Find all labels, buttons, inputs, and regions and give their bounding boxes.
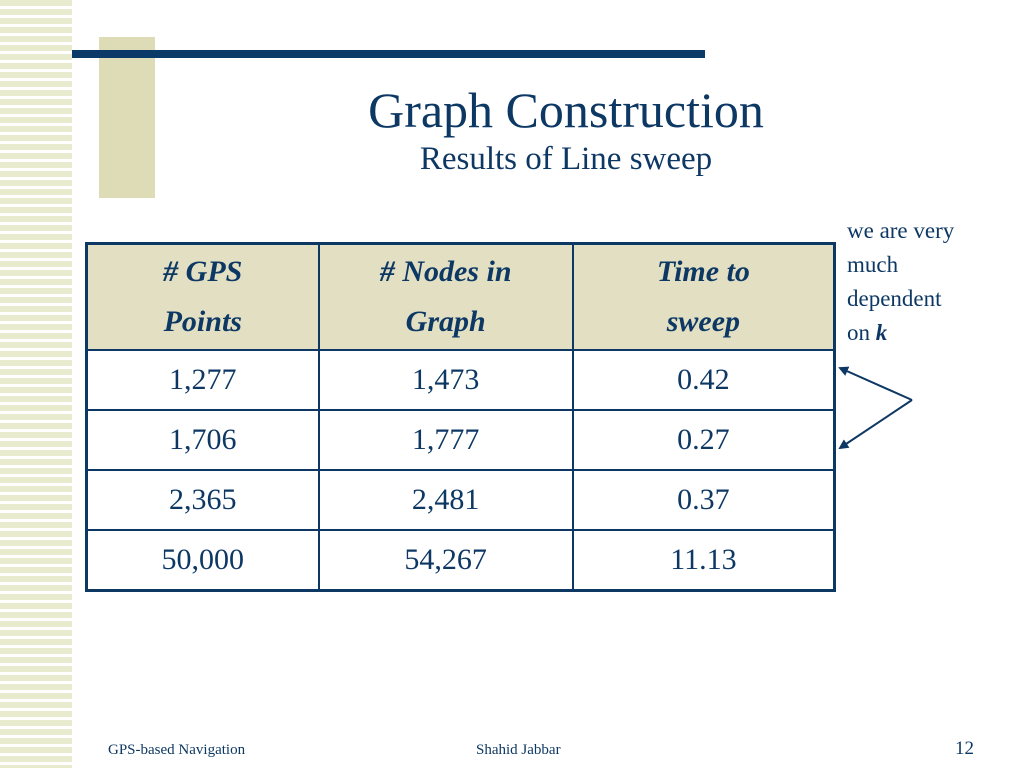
table-row [87, 350, 835, 410]
decorative-stripes [0, 0, 72, 768]
note-emphasis-k: k [875, 320, 888, 345]
title-bar [72, 50, 705, 58]
cell-time: 0.37 [573, 470, 835, 530]
accent-block [99, 37, 155, 198]
header-time-to-sweep [573, 244, 835, 351]
results-table [85, 242, 836, 592]
table-header-row [87, 244, 835, 351]
cell-gps-points: 1,277 [87, 350, 319, 410]
cell-nodes: 54,267 [319, 530, 573, 591]
note-line: dependent [847, 286, 942, 311]
cell-nodes: 1,777 [319, 410, 573, 470]
cell-gps-points: 50,000 [87, 530, 319, 591]
note-line: we are very [847, 218, 955, 243]
footer-author: Shahid Jabbar [476, 742, 561, 758]
note-line: on [847, 320, 870, 345]
table-row [87, 410, 835, 470]
arrow-line-upper [840, 368, 912, 400]
table-row [87, 530, 835, 591]
header-line: sweep [666, 305, 741, 338]
header-line: Graph [405, 305, 486, 338]
cell-time: 0.42 [573, 350, 835, 410]
cell-time: 0.27 [573, 410, 835, 470]
table-row [87, 470, 835, 530]
page-number: 12 [955, 738, 974, 759]
note-line: much [847, 252, 899, 277]
footer-left: GPS-based Navigation [108, 742, 246, 758]
header-line: # Nodes in [379, 255, 512, 288]
cell-nodes: 1,473 [319, 350, 573, 410]
header-line: Points [163, 305, 242, 338]
cell-nodes: 2,481 [319, 470, 573, 530]
slide-title: Graph Construction [368, 82, 764, 138]
header-line: Time to [656, 255, 750, 288]
header-line: # GPS [163, 255, 243, 288]
slide-subtitle: Results of Line sweep [419, 141, 713, 177]
header-nodes-in-graph [319, 244, 573, 351]
arrow-line-lower [840, 400, 912, 448]
cell-gps-points: 1,706 [87, 410, 319, 470]
header-gps-points [87, 244, 319, 351]
cell-time: 11.13 [573, 530, 835, 591]
cell-gps-points: 2,365 [87, 470, 319, 530]
pointer-arrows-icon [832, 360, 922, 460]
side-note [847, 214, 1017, 350]
